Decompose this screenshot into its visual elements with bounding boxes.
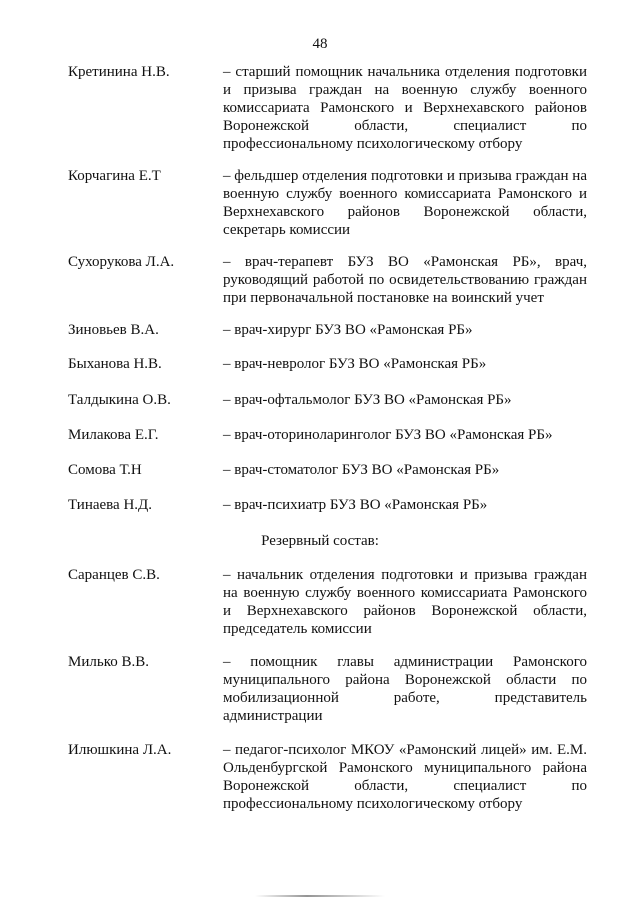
member-name: Милакова Е.Г. — [68, 427, 159, 443]
member-role: – врач-оториноларинголог БУЗ ВО «Рамонская РБ» — [223, 427, 553, 443]
member-name: Быханова Н.В. — [68, 356, 162, 372]
member-role: – врач-невролог БУЗ ВО «Рамонская РБ» — [223, 356, 487, 372]
scan-artifact-line — [255, 895, 385, 897]
member-role: – врач-хирург БУЗ ВО «Рамонская РБ» — [223, 322, 473, 338]
member-name: Кретинина Н.В. — [68, 64, 170, 80]
member-name: Илюшкина Л.А. — [68, 742, 172, 758]
member-name: Сухорукова Л.А. — [68, 254, 175, 270]
member-role: – старший помощник начальника отделения подготовки и призыва граждан на военную службу военного комиссариата Рамонского и Верхнехавского районов Воронежской области, специалист по профессиональному психологическому отбору — [223, 64, 587, 152]
member-role: – врач-офтальмолог БУЗ ВО «Рамонская РБ» — [223, 392, 512, 408]
member-name: Тинаева Н.Д. — [68, 497, 153, 513]
member-role: – педагог-психолог МКОУ «Рамонский лицей» им. Е.М. Ольденбургской Рамонского муниципального района Воронежской области, специалист по профессиональному психологическому отбору — [223, 742, 587, 812]
reserve-section-title: Резервный состав: — [261, 533, 379, 549]
member-name: Зиновьев В.А. — [68, 322, 159, 338]
member-role: – врач-стоматолог БУЗ ВО «Рамонская РБ» — [223, 462, 500, 478]
member-role: – помощник главы администрации Рамонского муниципального района Воронежской области по мобилизационной работе, представитель администрации — [223, 654, 587, 724]
page-number: 48 — [312, 36, 328, 52]
member-name: Талдыкина О.В. — [68, 392, 171, 408]
member-role: – врач-психиатр БУЗ ВО «Рамонская РБ» — [223, 497, 488, 513]
member-role: – начальник отделения подготовки и призыва граждан на военную службу военного комиссариата Рамонского и Верхнехавского районов Воронежской области, председатель комиссии — [223, 567, 587, 637]
member-role: – фельдшер отделения подготовки и призыва граждан на военную службу военного комиссариата Рамонского и Верхнехавского районов Воронежской области, секретарь комиссии — [223, 168, 587, 238]
member-name: Саранцев С.В. — [68, 567, 160, 583]
member-name: Сомова Т.Н — [68, 462, 142, 478]
member-name: Милько В.В. — [68, 654, 149, 670]
member-role: – врач-терапевт БУЗ ВО «Рамонская РБ», врач, руководящий работой по освидетельствованию граждан при первоначальной постановке на воинский учет — [223, 254, 587, 306]
member-name: Корчагина Е.Т — [68, 168, 161, 184]
